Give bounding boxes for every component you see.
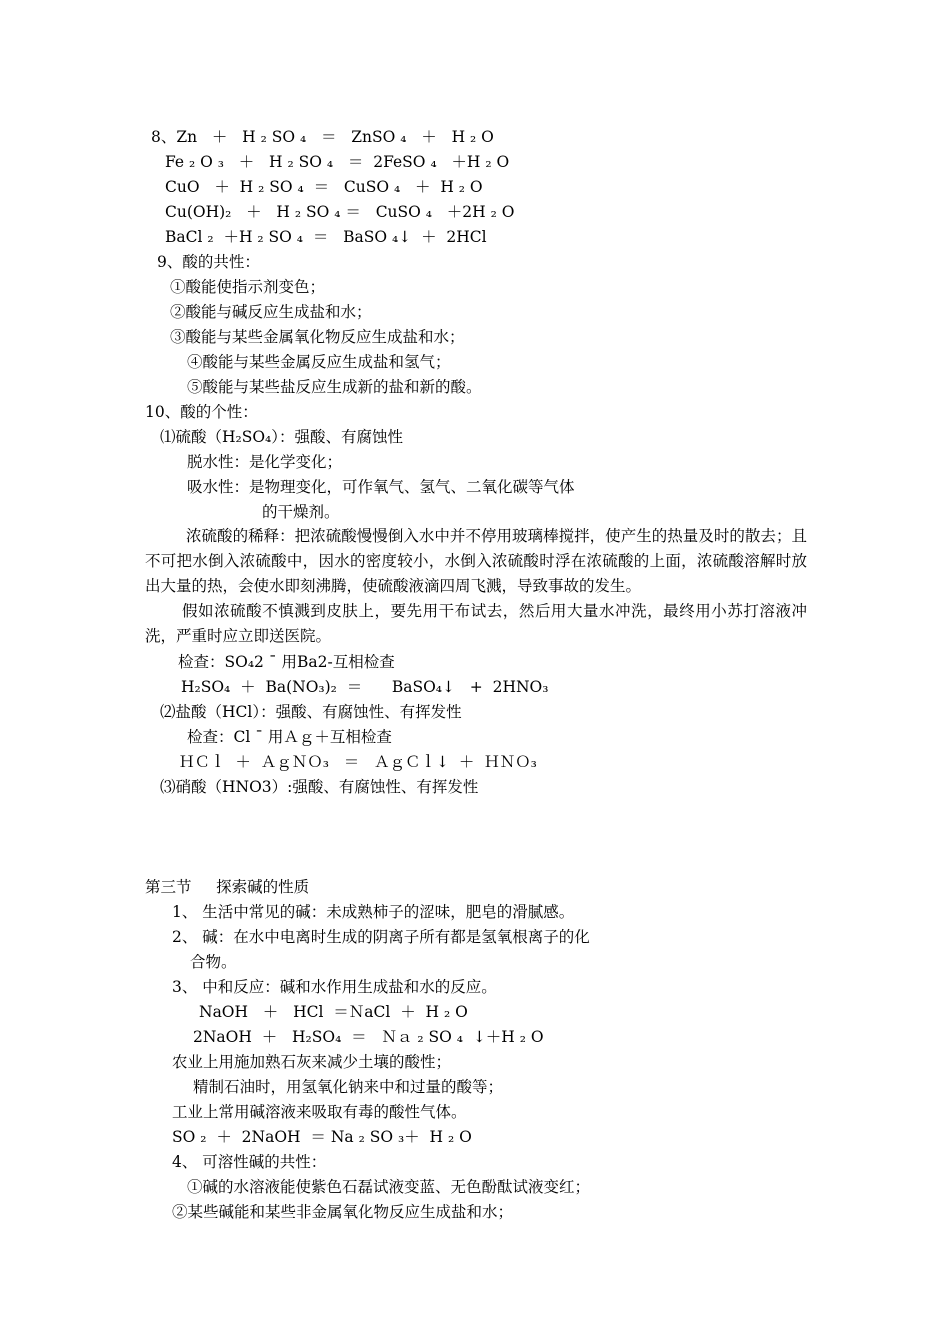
dilution-paragraph: 浓硫酸的稀释：把浓硫酸慢慢倒入水中并不停用玻璃棒搅拌，使产生的热量及时的散去；且不可把水倒入浓硫酸中，因水的密度较小，水倒入浓硫酸时浮在浓硫酸的上面，浓硫酸溶解时放出大量的热，会使水即刻沸腾，使硫酸液滴四周飞溅，导致事故的发生。 bbox=[145, 527, 807, 595]
heading-acid-common-properties: 9、酸的共性： bbox=[157, 253, 260, 271]
list-item: ①酸能使指示剂变色； bbox=[170, 278, 326, 296]
chloride-test-line: 检查：Cl ¯ 用Ａｇ＋互相检查 bbox=[187, 728, 392, 746]
list-item: ④酸能与某些金属反应生成盐和氢气； bbox=[187, 353, 451, 371]
desiccant-line: 的干燥剂。 bbox=[262, 503, 340, 521]
hydrochloric-acid-title: ⑵盐酸（HCl）：强酸、有腐蚀性、有挥发性 bbox=[160, 703, 462, 721]
list-item: ⑤酸能与某些盐反应生成新的盐和新的酸。 bbox=[187, 378, 482, 396]
dehydration-line: 脱水性：是化学变化； bbox=[187, 453, 343, 471]
list-item: 2、 碱：在水中电离时生成的阴离子所有都是氢氧根离子的化 bbox=[172, 928, 590, 946]
list-item: ②某些碱能和某些非金属氧化物反应生成盐和水； bbox=[172, 1203, 514, 1221]
application-agriculture: 农业上用施加熟石灰来减少土壤的酸性； bbox=[172, 1053, 452, 1071]
water-absorption-line: 吸水性：是物理变化，可作氧气、氢气、二氧化碳等气体 bbox=[187, 478, 575, 496]
section-title: 第三节 探索碱的性质 bbox=[145, 878, 310, 896]
equation-naoh-h2so4: 2NaOH ＋ H₂SO₄ ＝ Ｎａ ₂ SO ₄ ↓＋H ₂ O bbox=[193, 1028, 544, 1046]
list-item: ②酸能与碱反应生成盐和水； bbox=[170, 303, 372, 321]
equation-fe2o3-h2so4: Fe ₂ O ₃ ＋ H ₂ SO ₄ ＝ 2FeSO ₄ ＋H ₂ O bbox=[165, 153, 510, 171]
equation-hcl-agno3: ＨＣｌ ＋ ＡｇＮＯ₃ ＝ ＡｇＣｌ↓ ＋ ＨＮＯ₃ bbox=[179, 753, 537, 771]
list-item: 3、 中和反应：碱和水作用生成盐和水的反应。 bbox=[172, 978, 497, 996]
list-item-continuation: 合物。 bbox=[190, 953, 237, 971]
equation-cuo-h2so4: CuO ＋ H ₂ SO ₄ ＝ CuSO ₄ ＋ H ₂ O bbox=[165, 178, 483, 196]
equation-bacl2-h2so4: BaCl ₂ ＋H ₂ SO ₄ ＝ BaSO ₄↓ ＋ 2HCl bbox=[165, 228, 487, 246]
list-item: ①碱的水溶液能使紫色石磊试液变蓝、无色酚酞试液变红； bbox=[187, 1178, 591, 1196]
application-industry: 工业上常用碱溶液来吸取有毒的酸性气体。 bbox=[172, 1103, 467, 1121]
list-item: 1、 生活中常见的碱：未成熟柿子的涩味，肥皂的滑腻感。 bbox=[172, 903, 575, 921]
application-petroleum: 精制石油时，用氢氧化钠来中和过量的酸等； bbox=[193, 1078, 504, 1096]
safety-paragraph: 假如浓硫酸不慎溅到皮肤上，要先用干布试去，然后用大量水冲洗，最终用小苏打溶液冲洗，严重时应立即送医院。 bbox=[145, 602, 807, 645]
equation-zn-h2so4: 8、Zn ＋ H ₂ SO ₄ ＝ ZnSO ₄ ＋ H ₂ O bbox=[151, 128, 494, 146]
list-item: 4、 可溶性碱的共性： bbox=[172, 1153, 327, 1171]
equation-cuoh2-h2so4: Cu(OH)₂ ＋ H ₂ SO ₄ ＝ CuSO ₄ ＋2H ₂ O bbox=[165, 203, 515, 221]
equation-so2-naoh: SO ₂ ＋ 2NaOH ＝ Na ₂ SO ₃＋ H ₂ O bbox=[172, 1128, 472, 1146]
list-item: ③酸能与某些金属氧化物反应生成盐和水； bbox=[170, 328, 465, 346]
sulfuric-acid-title: ⑴硫酸（H₂SO₄）：强酸、有腐蚀性 bbox=[160, 428, 404, 446]
equation-naoh-hcl: NaOH ＋ HCl ＝ＮaCl ＋ H ₂ O bbox=[199, 1003, 468, 1021]
equation-h2so4-bano32: H₂SO₄ ＋ Ba(NO₃)₂ ＝ BaSO₄↓ + 2HNO₃ bbox=[181, 678, 549, 696]
nitric-acid-title: ⑶硝酸（HNO3）:强酸、有腐蚀性、有挥发性 bbox=[160, 778, 479, 796]
heading-acid-individual-properties: 10、酸的个性： bbox=[145, 403, 258, 421]
sulfate-test-line: 检查：SO₄2 ¯ 用Ba2-互相检查 bbox=[178, 653, 395, 671]
